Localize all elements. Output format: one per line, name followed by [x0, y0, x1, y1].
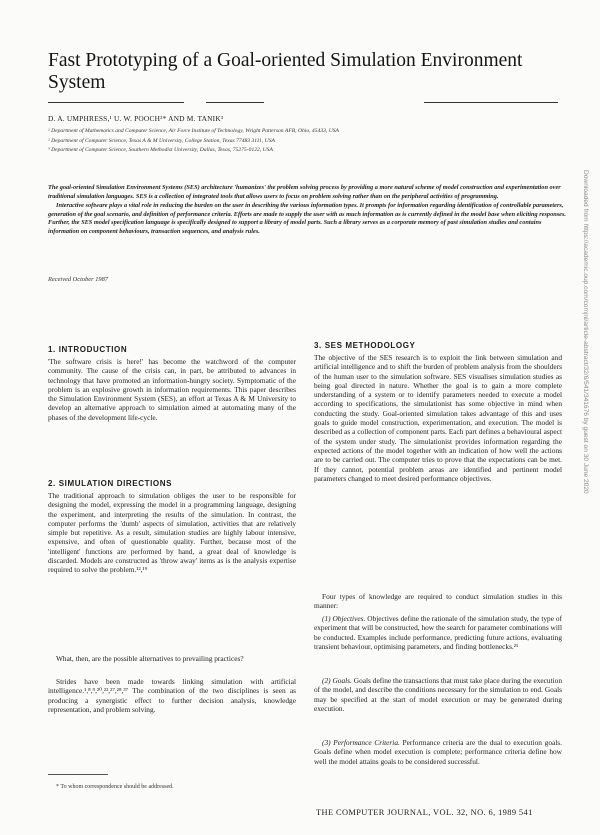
introduction-paragraph: 'The software crisis is here!' has become the watchword of the computer community. The cause of the crisis can, in part, be attributed to advances in technology that have promoted an information-hungry society. Symptomatic of the problem is an explosive growth in information requirements. This paper describes the Simulation Environment System (SES), an effort at Texas A & M University to develop an alternative approach to simulation aimed at automating many of the phases of the development life-cycle.: [48, 357, 296, 422]
objectives-label: (1) Objectives.: [322, 614, 366, 623]
affiliations: [48, 127, 568, 156]
methodology-paragraph-2: Four types of knowledge are required to conduct simulation studies in this manner:: [314, 592, 562, 611]
abstract-paragraph-1: The goal-oriented Simulation Environment Systems (SES) architecture 'humanizes' the problem solving process by providing a more natural scheme of model construction and experimentation over traditional simulation languages. SES is a collection of integrated tools that allows users to focus on problem solving rather than on the peripheral activities of programming.: [48, 184, 561, 200]
authors: D. A. UMPHRESS,¹ U. W. POOCH²* AND M. TANIK³: [48, 114, 224, 123]
objectives-text: Objectives define the rationale of the simulation study, the type of experiment that will be constructed, how the search for parameter combinations will be conducted. Examples include performance, predicting future actions, evaluating transient behaviour, optimising parameters, and finding bottlenecks.²¹: [314, 614, 563, 651]
affiliation-2: ² Department of Computer Science, Texas A & M University, College Station, Texas 77483 3111, USA: [48, 137, 275, 144]
affiliation-1: ¹ Department of Mathematics and Computer Science, Air Force Institute of Technology, Wright Patterson AFB, Ohio, 45433, USA: [48, 128, 339, 134]
section-heading-methodology: 3. SES METHODOLOGY: [314, 341, 416, 350]
goals-paragraph: [314, 676, 562, 713]
download-watermark: Downloaded from https://academic.oup.com/comjnl/article-abstract/32/6/541/341676 by guest on 30 June 2020: [582, 170, 589, 494]
received-date: Received October 1987: [48, 276, 108, 283]
methodology-paragraph-1: The objective of the SES research is to exploit the link between simulation and artificial intelligence and to shift the burden of problem analysis from the shoulders of the human user to the simulation software. SES visualises simulation studies as being goal directed in nature. Whether the goal is to gain a more complete understanding of a system or to identify parameters needed to execute a model according to specifications, the simulationist has some objective in mind when conducting the study. Goal-oriented simulation takes advantage of this and uses goals to guide model construction, experimentation, and execution. The model is described as a collection of component parts. Each part defines a behavioural aspect of the system under study. The simulationist provides information regarding the expected actions of the model together with an indication of how well the actions are to be carried out. The computer tries to prove that the expectations can be met. If they cannot, potential problem areas are identified and pertinent model parameters changed to meet desired performance objectives.: [314, 353, 562, 483]
journal-footer: THE COMPUTER JOURNAL, VOL. 32, NO. 6, 1989 541: [316, 808, 533, 817]
footnote-rule: [48, 774, 108, 775]
directions-paragraph-2: What, then, are the possible alternatives to prevailing practices?: [56, 654, 244, 663]
abstract-paragraph-2: Interactive software plays a vital role in reducing the burden on the user in describing the various information types. It prompts for information regarding identification of controllable parameters, generation of the goal scenario, and definition of performance criteria. Efforts are made to supply the user with as much information as is currently defined in the model base when eliciting responses. Further, the SES model specification language is specifically designed to support a library of model parts. Such a library serves as a corporate memory of past simulation studies and contains information on component behaviours, transaction sequences, and analysis rules.: [48, 202, 567, 235]
affiliation-3: ³ Department of Computer Science, Southern Methodist University, Dallas, Texas, 75275-0122, USA: [48, 147, 273, 154]
goals-text: Goals define the transactions that must take place during the execution of the model, and describe the conditions necessary for the simulation to end. Goals may be specified at the start of model execution or may be generated during execution.: [314, 676, 563, 713]
criteria-paragraph: [314, 738, 562, 766]
objectives-paragraph: [314, 614, 562, 651]
abstract: [48, 184, 566, 238]
title-rule-middle: [206, 102, 264, 103]
directions-paragraph-3: Strides have been made towards linking simulation with artificial intelligence.¹,⁸,⁹,²⁰,²²,²⁷,²⁸,³⁷ The combination of the two disciplines is seen as producing a synergistic effect to further decision analysis, knowledge representation, and problem solving.: [48, 677, 296, 714]
paper-title: Fast Prototyping of a Goal-oriented Simulation Environment System: [48, 50, 523, 93]
criteria-text: Performance criteria are the dual to execution goals. Goals define when model execution is complete; performance criteria define how well the model attains goals to be considered successful.: [314, 738, 562, 766]
title-rule-right: [424, 102, 558, 103]
directions-paragraph-1: The traditional approach to simulation obliges the user to be responsible for designing the model, expressing the model in a programming language, designing the experiment, and interpreting the results of the simulation. In contrast, the computer performs the 'dumb' aspects of simulation, activities that are relatively simple but repetitive. As a result, simulation studies are highly labour intensive, expensive, and often of questionable quality. Further, because most of the 'intelligent' functions are performed by hand, a great deal of knowledge is discarded. Models are constructed as 'throw away' items as is the analysis expertise required to solve the problem.¹²,¹⁹: [48, 491, 296, 575]
section-heading-introduction: 1. INTRODUCTION: [48, 345, 128, 354]
section-heading-directions: 2. SIMULATION DIRECTIONS: [48, 479, 173, 488]
title-rule-left: [48, 102, 184, 103]
goals-label: (2) Goals.: [322, 676, 352, 685]
footnote: * To whom correspondence should be addressed.: [56, 784, 174, 790]
criteria-label: (3) Performance Criteria.: [322, 738, 400, 747]
